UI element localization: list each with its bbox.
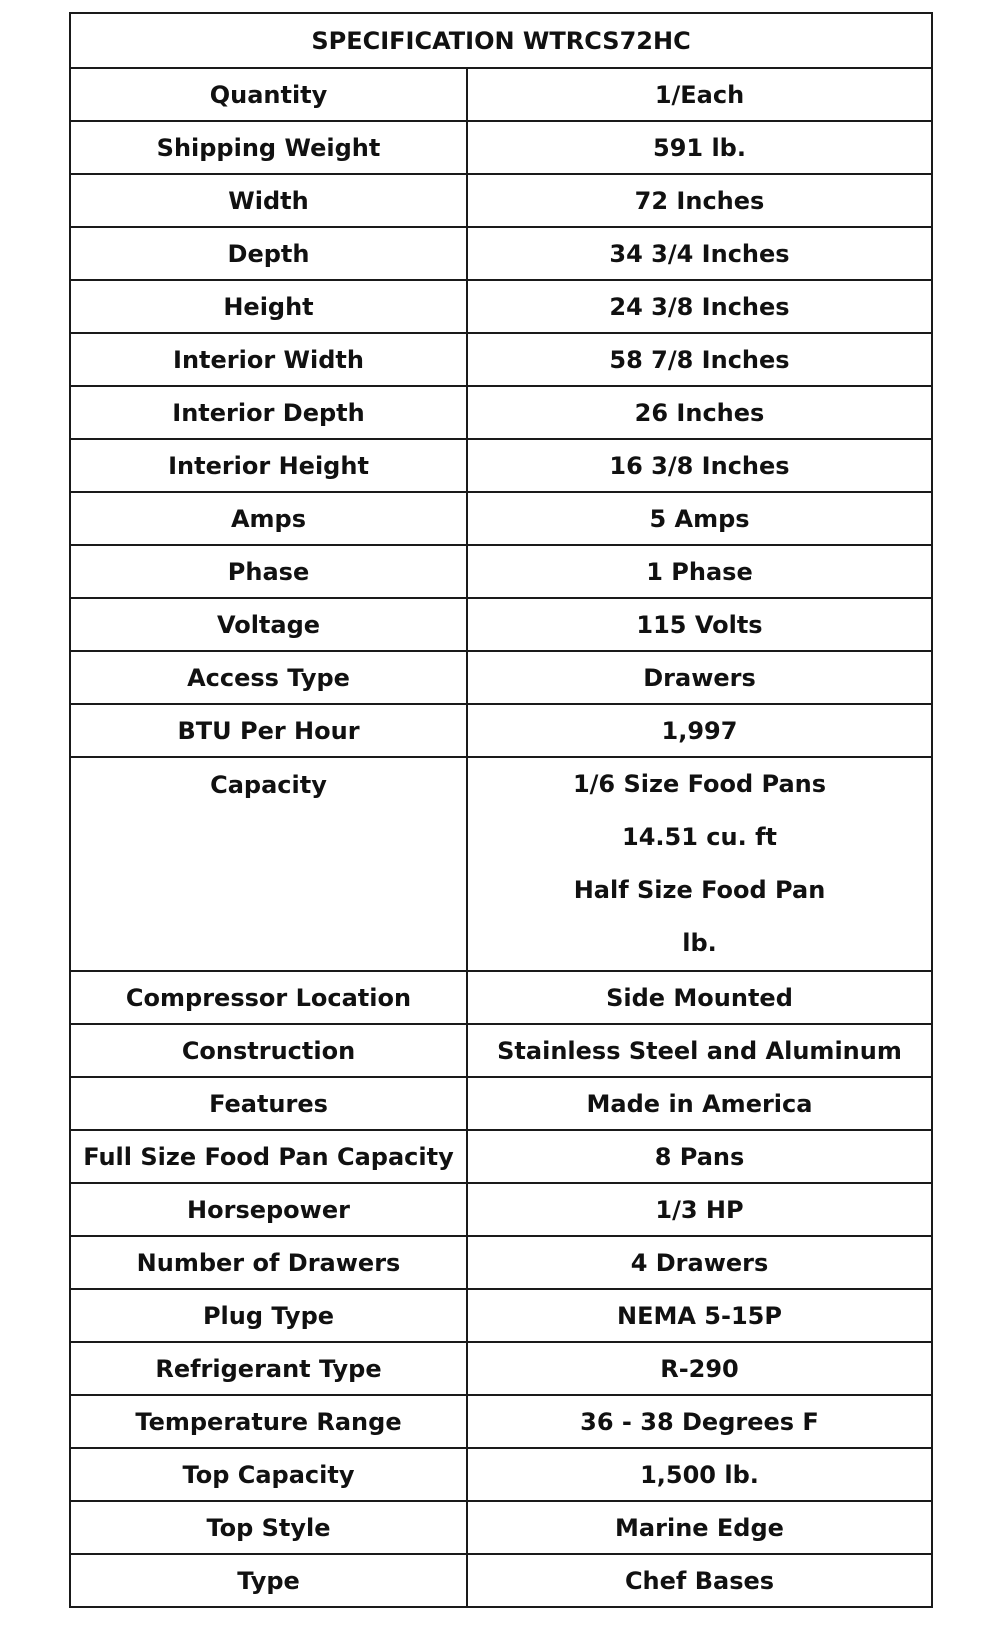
spec-value: 1,500 lb. [467, 1448, 932, 1501]
spec-label: Amps [70, 492, 467, 545]
spec-label: Phase [70, 545, 467, 598]
spec-value-list [467, 757, 932, 971]
spec-row-interior-height [70, 439, 932, 492]
spec-row-horsepower [70, 1183, 932, 1236]
spec-label: Horsepower [70, 1183, 467, 1236]
spec-label: Interior Width [70, 333, 467, 386]
spec-value: 16 3/8 Inches [467, 439, 932, 492]
spec-row-btu-per-hour [70, 704, 932, 757]
spec-value: 1/3 HP [467, 1183, 932, 1236]
spec-value: Drawers [467, 651, 932, 704]
capacity-value: lb. [682, 929, 717, 957]
capacity-value: 1/6 Size Food Pans [572, 770, 827, 798]
spec-value: 115 Volts [467, 598, 932, 651]
spec-row-width [70, 174, 932, 227]
spec-value: NEMA 5-15P [467, 1289, 932, 1342]
spec-row-interior-width [70, 333, 932, 386]
spec-row-access-type [70, 651, 932, 704]
spec-label: Number of Drawers [70, 1236, 467, 1289]
spec-value: 1,997 [467, 704, 932, 757]
spec-value: 591 lb. [467, 121, 932, 174]
spec-value: 36 - 38 Degrees F [467, 1395, 932, 1448]
spec-row-capacity [70, 757, 932, 971]
spec-row-top-capacity [70, 1448, 932, 1501]
spec-value: Chef Bases [467, 1554, 932, 1607]
spec-row-plug-type [70, 1289, 932, 1342]
spec-label: Access Type [70, 651, 467, 704]
spec-label: Interior Height [70, 439, 467, 492]
spec-row-top-style [70, 1501, 932, 1554]
spec-row-temperature-range [70, 1395, 932, 1448]
spec-label: Plug Type [70, 1289, 467, 1342]
spec-label: Width [70, 174, 467, 227]
spec-label: Shipping Weight [70, 121, 467, 174]
spec-label: Depth [70, 227, 467, 280]
spec-label: Quantity [70, 68, 467, 121]
spec-row-number-of-drawers [70, 1236, 932, 1289]
spec-value: Marine Edge [467, 1501, 932, 1554]
spec-value: 5 Amps [467, 492, 932, 545]
spec-value: Side Mounted [467, 971, 932, 1024]
spec-row-amps [70, 492, 932, 545]
specification-table [69, 12, 933, 1608]
spec-row-height [70, 280, 932, 333]
spec-label: Refrigerant Type [70, 1342, 467, 1395]
spec-row-features [70, 1077, 932, 1130]
spec-label: Top Style [70, 1501, 467, 1554]
spec-label: Capacity [70, 757, 467, 971]
spec-label: Voltage [70, 598, 467, 651]
spec-value: R-290 [467, 1342, 932, 1395]
spec-label: Interior Depth [70, 386, 467, 439]
spec-row-depth [70, 227, 932, 280]
table-title-row [70, 13, 932, 68]
spec-row-refrigerant-type [70, 1342, 932, 1395]
spec-value: 1 Phase [467, 545, 932, 598]
spec-value: Made in America [467, 1077, 932, 1130]
spec-value: 26 Inches [467, 386, 932, 439]
spec-row-voltage [70, 598, 932, 651]
spec-label: Top Capacity [70, 1448, 467, 1501]
spec-value: 8 Pans [467, 1130, 932, 1183]
capacity-value: 14.51 cu. ft [622, 823, 777, 851]
spec-label: Height [70, 280, 467, 333]
spec-row-shipping-weight [70, 121, 932, 174]
spec-value: 34 3/4 Inches [467, 227, 932, 280]
spec-label: Features [70, 1077, 467, 1130]
spec-value: Stainless Steel and Aluminum [467, 1024, 932, 1077]
spec-value: 58 7/8 Inches [467, 333, 932, 386]
spec-row-phase [70, 545, 932, 598]
spec-label: Type [70, 1554, 467, 1607]
spec-row-compressor-location [70, 971, 932, 1024]
spec-label: Compressor Location [70, 971, 467, 1024]
spec-label: BTU Per Hour [70, 704, 467, 757]
spec-value: 4 Drawers [467, 1236, 932, 1289]
spec-value: 24 3/8 Inches [467, 280, 932, 333]
spec-value: 1/Each [467, 68, 932, 121]
capacity-value: Half Size Food Pan [573, 876, 826, 904]
spec-row-interior-depth [70, 386, 932, 439]
spec-label: Construction [70, 1024, 467, 1077]
spec-value: 72 Inches [467, 174, 932, 227]
spec-row-full-size-food-pan-capacity [70, 1130, 932, 1183]
table-title: SPECIFICATION WTRCS72HC [70, 13, 932, 68]
spec-row-type [70, 1554, 932, 1607]
spec-label: Full Size Food Pan Capacity [70, 1130, 467, 1183]
spec-row-construction [70, 1024, 932, 1077]
spec-label: Temperature Range [70, 1395, 467, 1448]
spec-row-quantity [70, 68, 932, 121]
